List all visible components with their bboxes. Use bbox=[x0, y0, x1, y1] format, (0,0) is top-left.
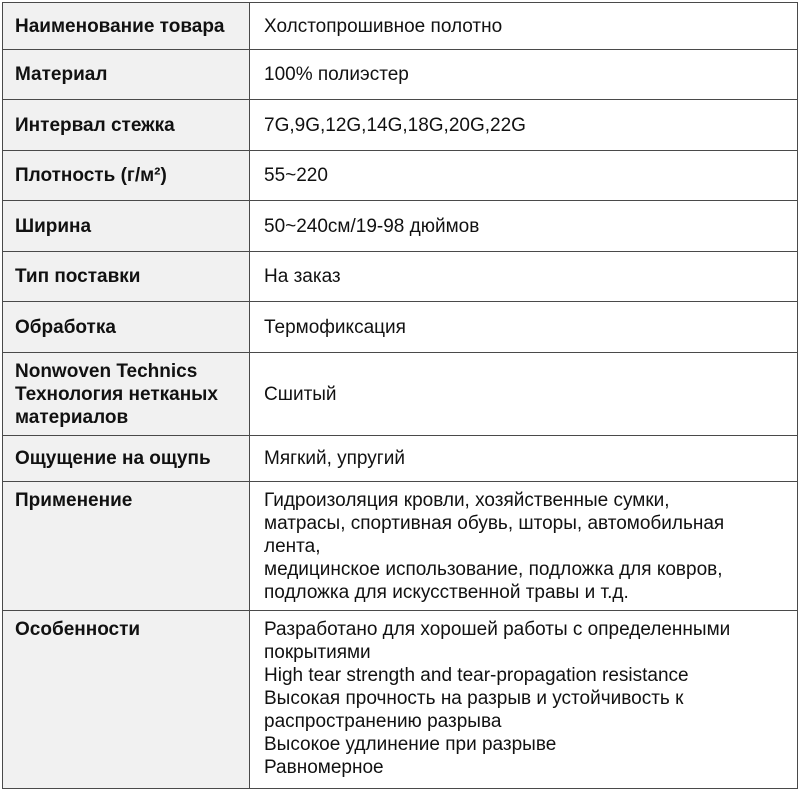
row-value-application bbox=[250, 482, 798, 611]
row-label-product-name: Наименование товара bbox=[3, 3, 250, 50]
row-value-supply-type: На заказ bbox=[250, 252, 798, 302]
table-row bbox=[3, 100, 798, 151]
value-line: Высокая прочность на разрыв и устойчивость к bbox=[264, 688, 684, 709]
value-line: покрытиями bbox=[264, 642, 371, 663]
value-line: медицинское использование, подложка для ковров, bbox=[264, 559, 723, 580]
value-line: матрасы, спортивная обувь, шторы, автомобильная bbox=[264, 513, 725, 534]
row-label-feel: Ощущение на ощупь bbox=[3, 436, 250, 482]
row-label-features: Особенности bbox=[3, 611, 250, 789]
label-line: Технология нетканых bbox=[15, 383, 218, 405]
value-line: распространению разрыва bbox=[264, 711, 502, 732]
row-label-processing: Обработка bbox=[3, 302, 250, 353]
label-line: материалов bbox=[15, 406, 129, 428]
row-label-density: Плотность (г/м²) bbox=[3, 151, 250, 201]
product-spec-table bbox=[2, 2, 798, 789]
value-line: Гидроизоляция кровли, хозяйственные сумки, bbox=[264, 490, 670, 511]
row-label-width: Ширина bbox=[3, 201, 250, 252]
value-line: Равномерное bbox=[264, 757, 384, 778]
table-row bbox=[3, 611, 798, 789]
row-value-features bbox=[250, 611, 798, 789]
row-value-nonwoven-technics: Сшитый bbox=[250, 353, 798, 436]
row-value-feel: Мягкий, упругий bbox=[250, 436, 798, 482]
table-row bbox=[3, 302, 798, 353]
row-label-stitch-interval: Интервал стежка bbox=[3, 100, 250, 151]
row-label-supply-type: Тип поставки bbox=[3, 252, 250, 302]
table-row bbox=[3, 436, 798, 482]
table-row bbox=[3, 50, 798, 100]
row-label-nonwoven-technics bbox=[3, 353, 250, 436]
table-row bbox=[3, 252, 798, 302]
row-value-processing: Термофиксация bbox=[250, 302, 798, 353]
row-value-material: 100% полиэстер bbox=[250, 50, 798, 100]
row-value-product-name: Холстопрошивное полотно bbox=[250, 3, 798, 50]
table-row bbox=[3, 3, 798, 50]
table-row bbox=[3, 201, 798, 252]
row-value-width: 50~240см/19-98 дюймов bbox=[250, 201, 798, 252]
row-value-stitch-interval: 7G,9G,12G,14G,18G,20G,22G bbox=[250, 100, 798, 151]
row-label-material: Материал bbox=[3, 50, 250, 100]
table-row bbox=[3, 151, 798, 201]
value-line: подложка для искусственной травы и т.д. bbox=[264, 582, 629, 603]
label-line: Nonwoven Technics bbox=[15, 360, 198, 382]
table-row bbox=[3, 482, 798, 611]
row-label-application: Применение bbox=[3, 482, 250, 611]
table-row bbox=[3, 353, 798, 436]
row-value-density: 55~220 bbox=[250, 151, 798, 201]
value-line: Разработано для хорошей работы с определенными bbox=[264, 619, 731, 640]
value-line: Высокое удлинение при разрыве bbox=[264, 734, 557, 755]
value-line: лента, bbox=[264, 536, 321, 557]
value-line: High tear strength and tear-propagation resistance bbox=[264, 665, 689, 686]
